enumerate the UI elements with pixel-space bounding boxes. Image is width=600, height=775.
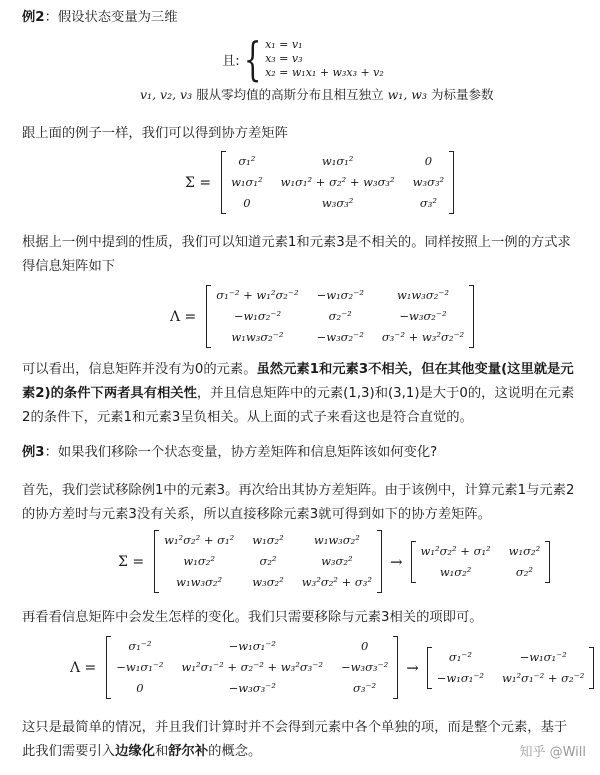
note-end: 为标量参数 bbox=[430, 87, 494, 102]
matrix-row bbox=[107, 636, 398, 657]
matrix-cell: w₁w₃σ₂² bbox=[176, 575, 223, 589]
para3-text-c: ，并且信息矩阵中的元素(1,3)和(3,1)是大于0的，这说明在元素2的条件下，元素1和元素3呈负相关。从上面的式子来看这也是符合直觉的。 bbox=[22, 386, 575, 425]
matrix-cell: −w₃σ₂⁻² bbox=[316, 330, 364, 344]
matrix-row bbox=[427, 668, 594, 689]
paragraph-5: 再看看信息矩阵中会发生怎样的变化。我们只需要移除与元素3相关的项即可。 bbox=[22, 610, 483, 625]
matrix-cell: −w₁σ₁⁻² bbox=[436, 670, 485, 685]
matrix-row bbox=[107, 678, 398, 699]
paragraph-6 bbox=[22, 716, 580, 764]
matrix-row bbox=[222, 172, 454, 193]
matrix-row bbox=[207, 306, 474, 327]
matrix-row bbox=[411, 562, 550, 583]
matrix-row bbox=[155, 551, 382, 572]
matrix-cell: 0 bbox=[424, 154, 433, 168]
para3-bold: 虽然元素1和元素3不相关，但在其他变量(这里就是元素2)的条件下两者具有相关性 bbox=[22, 362, 574, 401]
covariance-equation bbox=[185, 151, 456, 214]
matrix-cell: σ₂² bbox=[515, 564, 533, 579]
matrix-cell: w₁²σ₂² + σ₁² bbox=[164, 533, 235, 547]
information-matrix bbox=[206, 285, 474, 348]
matrix-row bbox=[155, 572, 382, 593]
matrix-cell: w₃σ₃² bbox=[321, 196, 354, 210]
covariance-full-matrix bbox=[154, 530, 382, 593]
matrix-cell: w₁σ₂² bbox=[508, 543, 541, 558]
information-reduction-equation bbox=[70, 636, 596, 699]
matrix-cell: σ₁⁻² bbox=[128, 639, 152, 653]
marginalization-term: 边缘化 bbox=[115, 744, 155, 759]
matrix-row bbox=[411, 541, 550, 562]
paragraph-1: 跟上面的例子一样，我们可以得到协方差矩阵 bbox=[22, 126, 288, 141]
matrix-cell: −w₃σ₂⁻² bbox=[399, 309, 447, 323]
note-mid: 服从零均值的高斯分布且相互独立 bbox=[196, 87, 384, 102]
covariance-reduced-matrix bbox=[411, 541, 551, 583]
matrix-cell: −w₁σ₂⁻² bbox=[316, 288, 364, 302]
note-vars: v₁, v₂, v₃ bbox=[140, 87, 193, 102]
matrix-cell: σ₁⁻² bbox=[448, 649, 472, 664]
matrix-cell: σ₃² bbox=[419, 196, 437, 210]
para6-text: 这只是最简单的情况，并且我们计算时并不会得到元素中各个单独的项，而是整个元素，基于此我们需要引入 bbox=[22, 720, 568, 759]
matrix-cell: −w₃σ₃⁻² bbox=[228, 681, 276, 695]
schur-complement-term: 舒尔补 bbox=[168, 744, 209, 759]
matrix-cell: 0 bbox=[360, 639, 369, 653]
matrix-cell: w₁²σ₁⁻² + σ₂⁻² bbox=[502, 670, 585, 685]
matrix-cell: 0 bbox=[243, 196, 251, 210]
sigma-lhs-2: Σ = bbox=[118, 553, 145, 570]
lambda-lhs-2: Λ = bbox=[70, 659, 97, 676]
matrix-cell: σ₂⁻² bbox=[328, 309, 352, 323]
matrix-cell: w₁w₃σ₂⁻² bbox=[396, 288, 449, 302]
system-line: x₂ = w₁x₁ + w₃x₃ + v₂ bbox=[265, 66, 384, 79]
information-equation bbox=[170, 285, 476, 348]
qie-label: 且: bbox=[222, 53, 240, 69]
example3-heading bbox=[22, 441, 580, 465]
matrix-cell: −w₃σ₃⁻² bbox=[340, 660, 389, 674]
matrix-cell: w₁w₃σ₂⁻² bbox=[231, 330, 284, 344]
matrix-cell: σ₃⁻² bbox=[353, 681, 377, 695]
matrix-cell: σ₁⁻² + w₁²σ₂⁻² bbox=[216, 288, 299, 302]
matrix-cell: 0 bbox=[136, 681, 144, 695]
matrix-cell: w₃²σ₂² + σ₃² bbox=[301, 575, 372, 589]
matrix-row bbox=[155, 530, 382, 551]
covariance-matrix bbox=[221, 151, 454, 214]
matrix-cell: w₃σ₂² bbox=[321, 554, 353, 568]
matrix-row bbox=[222, 151, 454, 172]
paragraph-4: 首先，我们尝试移除例1中的元素3。再次给出其协方差矩阵。由于该例中，计算元素1与元素2的协方差时与元素3没有关系，所以直接移除元素3就可得到如下的协方差矩阵。 bbox=[22, 483, 575, 522]
matrix-cell: w₃σ₂² bbox=[252, 575, 284, 589]
arrow-icon: → bbox=[389, 552, 403, 571]
information-reduced-matrix bbox=[427, 647, 595, 689]
variables-note bbox=[140, 86, 580, 104]
matrix-cell: w₁σ₂² bbox=[183, 554, 215, 568]
matrix-cell: σ₃⁻² + w₃²σ₂⁻² bbox=[381, 330, 465, 344]
arrow-icon-2: → bbox=[406, 658, 419, 677]
system-lines bbox=[265, 38, 384, 80]
example2-title: ：假设状态变量为三维 bbox=[44, 10, 178, 25]
lambda-lhs: Λ = bbox=[170, 308, 197, 325]
matrix-row bbox=[107, 657, 398, 678]
example3-title: ：如果我们移除一个状态变量，协方差矩阵和信息矩阵该如何变化? bbox=[44, 445, 438, 460]
brace-icon: { bbox=[243, 32, 262, 86]
matrix-cell: σ₂² bbox=[259, 554, 277, 568]
matrix-cell: w₃σ₃² bbox=[412, 175, 445, 189]
matrix-row bbox=[207, 327, 474, 348]
matrix-cell: w₁w₃σ₂² bbox=[313, 533, 360, 547]
watermark: 知乎 @Will bbox=[519, 745, 586, 760]
information-full-matrix bbox=[106, 636, 398, 699]
matrix-cell: w₁σ₁² bbox=[321, 154, 354, 168]
matrix-cell: −w₁σ₁⁻² bbox=[228, 639, 276, 653]
matrix-cell: −w₁σ₂⁻² bbox=[233, 309, 282, 323]
para3-text-a: 可以看出，信息矩阵并没有为0的元素。 bbox=[22, 362, 257, 377]
matrix-cell: −w₁σ₁⁻² bbox=[116, 660, 164, 674]
system-line: x₁ = v₁ bbox=[265, 38, 303, 51]
equation-system bbox=[222, 32, 384, 86]
matrix-cell: w₁σ₁² bbox=[231, 175, 263, 189]
matrix-row bbox=[222, 193, 454, 214]
sigma-lhs: Σ = bbox=[185, 174, 212, 191]
matrix-row bbox=[427, 647, 594, 668]
matrix-row bbox=[207, 285, 474, 306]
matrix-cell: w₁²σ₁⁻² + σ₂⁻² + w₃²σ₃⁻² bbox=[181, 660, 323, 674]
matrix-cell: w₁σ₂² bbox=[439, 564, 472, 579]
para6-end: 的概念。 bbox=[208, 744, 262, 759]
matrix-cell: σ₁² bbox=[238, 154, 256, 168]
covariance-reduction-equation bbox=[118, 530, 552, 593]
paragraph-2: 根据上一例中提到的性质，我们可以知道元素1和元素3是不相关的。同样按照上一例的方式求得信息矩阵如下 bbox=[22, 235, 571, 274]
matrix-cell: w₁²σ₂² + σ₁² bbox=[420, 543, 491, 558]
matrix-cell: w₁σ₁² + σ₂² + w₃σ₃² bbox=[280, 175, 395, 189]
example3-label: 例3 bbox=[22, 445, 45, 460]
matrix-cell: −w₁σ₁⁻² bbox=[519, 649, 567, 664]
example2-label: 例2 bbox=[22, 10, 45, 25]
matrix-cell: w₁σ₂² bbox=[252, 533, 284, 547]
paragraph-3 bbox=[22, 358, 580, 430]
para6-and: 和 bbox=[154, 744, 169, 759]
system-line: x₃ = v₃ bbox=[265, 52, 303, 65]
example2-heading bbox=[22, 6, 580, 30]
note-w: w₁, w₃ bbox=[387, 87, 427, 102]
